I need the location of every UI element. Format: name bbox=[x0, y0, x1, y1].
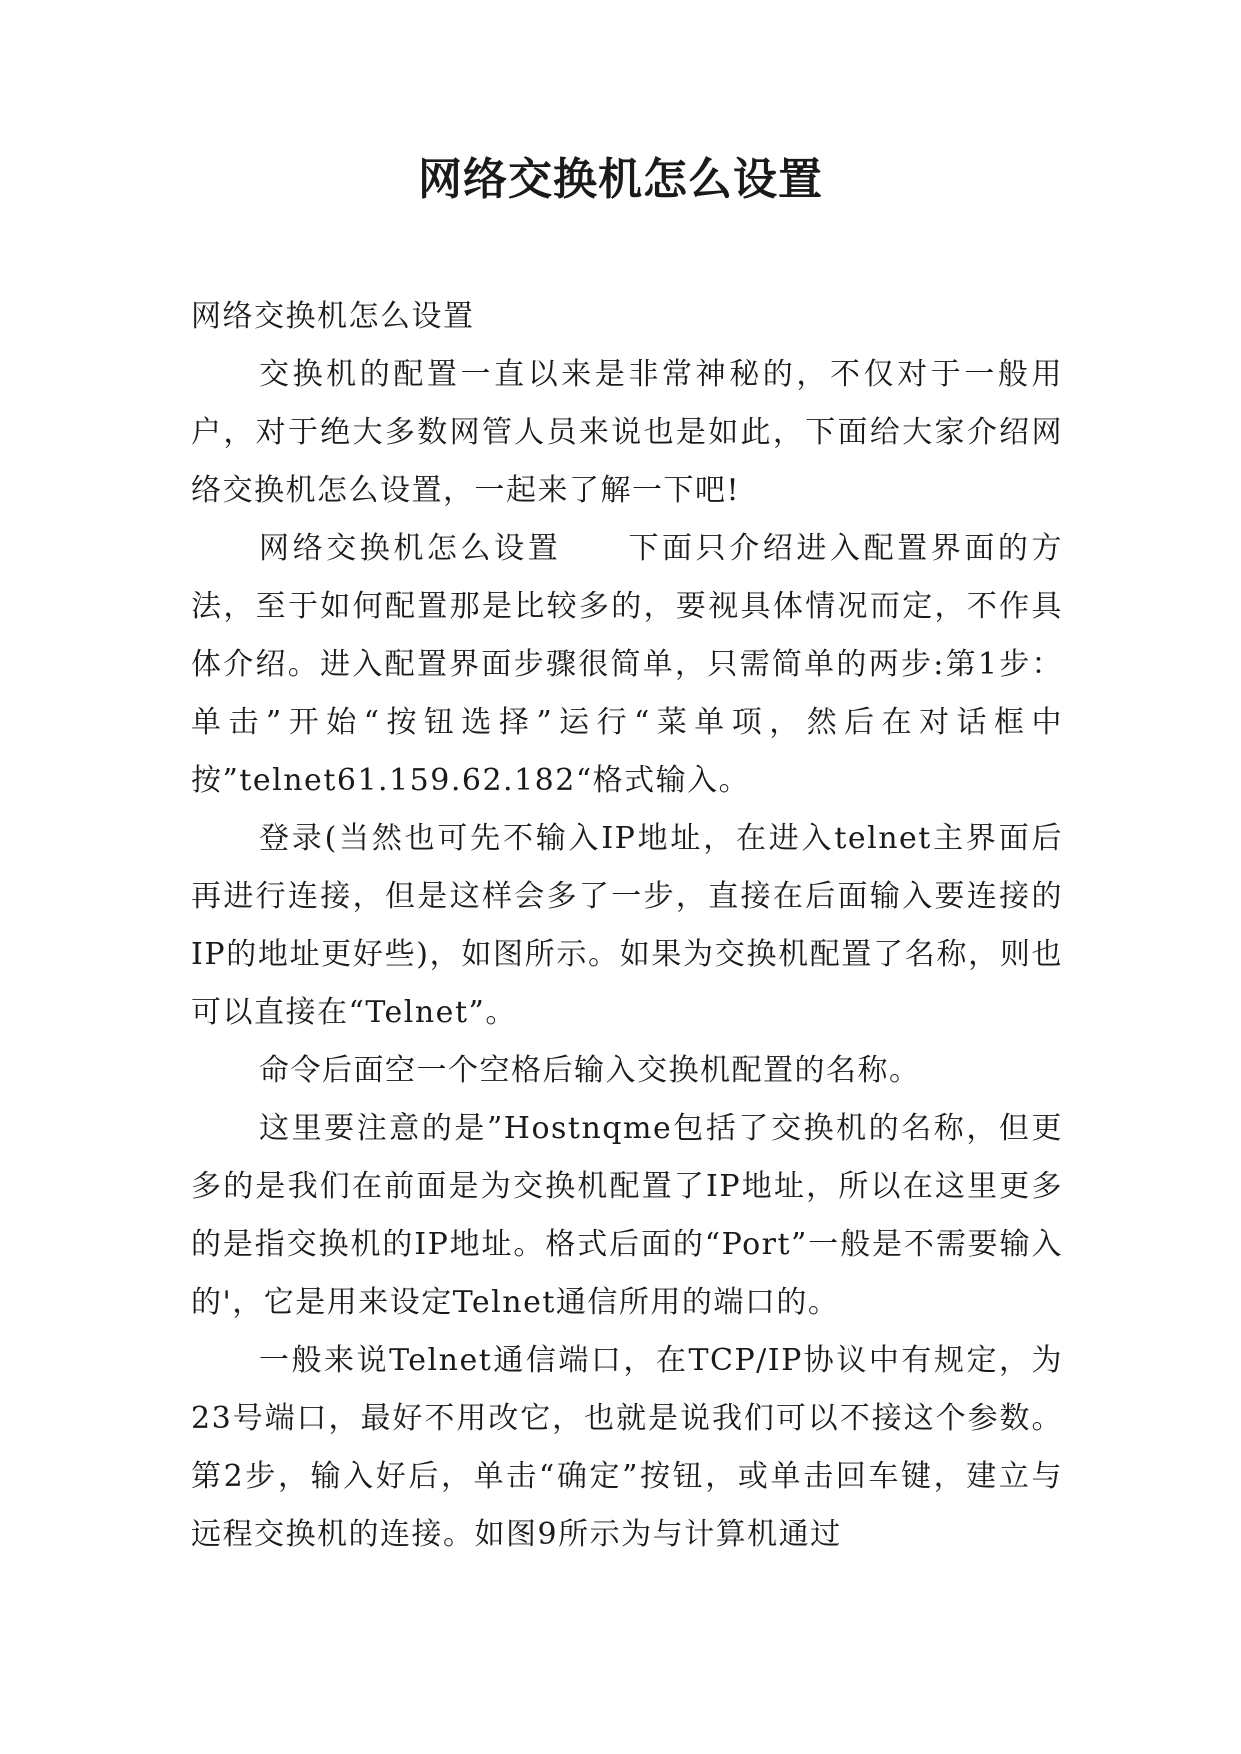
paragraph-login: 登录(当然也可先不输入IP地址，在进入telnet主界面后再进行连接，但是这样会多了一步，直接在后面输入要连接的IP的地址更好些)，如图所示。如果为交换机配置了名称，则也可以直接在“Telnet”。 bbox=[191, 821, 1063, 1030]
paragraph-telnet-port: 一般来说Telnet通信端口，在TCP/IP协议中有规定，为23号端口，最好不用改它，也就是说我们可以不接这个参数。第2步，输入好后，单击“确定”按钮，或单击回车键，建立与远程交换机的连接。如图9所示为与计算机通过 bbox=[191, 1343, 1063, 1552]
document-title: 网络交换机怎么设置 bbox=[418, 154, 823, 205]
paragraph-hostname: 这里要注意的是”Hostnqme包括了交换机的名称，但更多的是我们在前面是为交换机配置了IP地址，所以在这里更多的是指交换机的IP地址。格式后面的“Port”一般是不需要输入的'，它是用来设定Telnet通信所用的端口的。 bbox=[191, 1111, 1063, 1320]
document-subtitle: 网络交换机怎么设置 bbox=[191, 299, 475, 334]
paragraph-intro: 交换机的配置一直以来是非常神秘的，不仅对于一般用户，对于绝大多数网管人员来说也是如此，下面给大家介绍网络交换机怎么设置，一起来了解一下吧! bbox=[191, 357, 1063, 508]
document-body bbox=[191, 288, 1063, 1564]
paragraph-config-method: 网络交换机怎么设置 下面只介绍进入配置界面的方法，至于如何配置那是比较多的，要视具体情况而定，不作具体介绍。进入配置界面步骤很简单，只需简单的两步:第1步：单击”开始“按钮选择”运行“菜单项，然后在对话框中按”telnet61.159.62.182“格式输入。 bbox=[191, 531, 1063, 798]
paragraph-command: 命令后面空一个空格后输入交换机配置的名称。 bbox=[259, 1053, 921, 1088]
